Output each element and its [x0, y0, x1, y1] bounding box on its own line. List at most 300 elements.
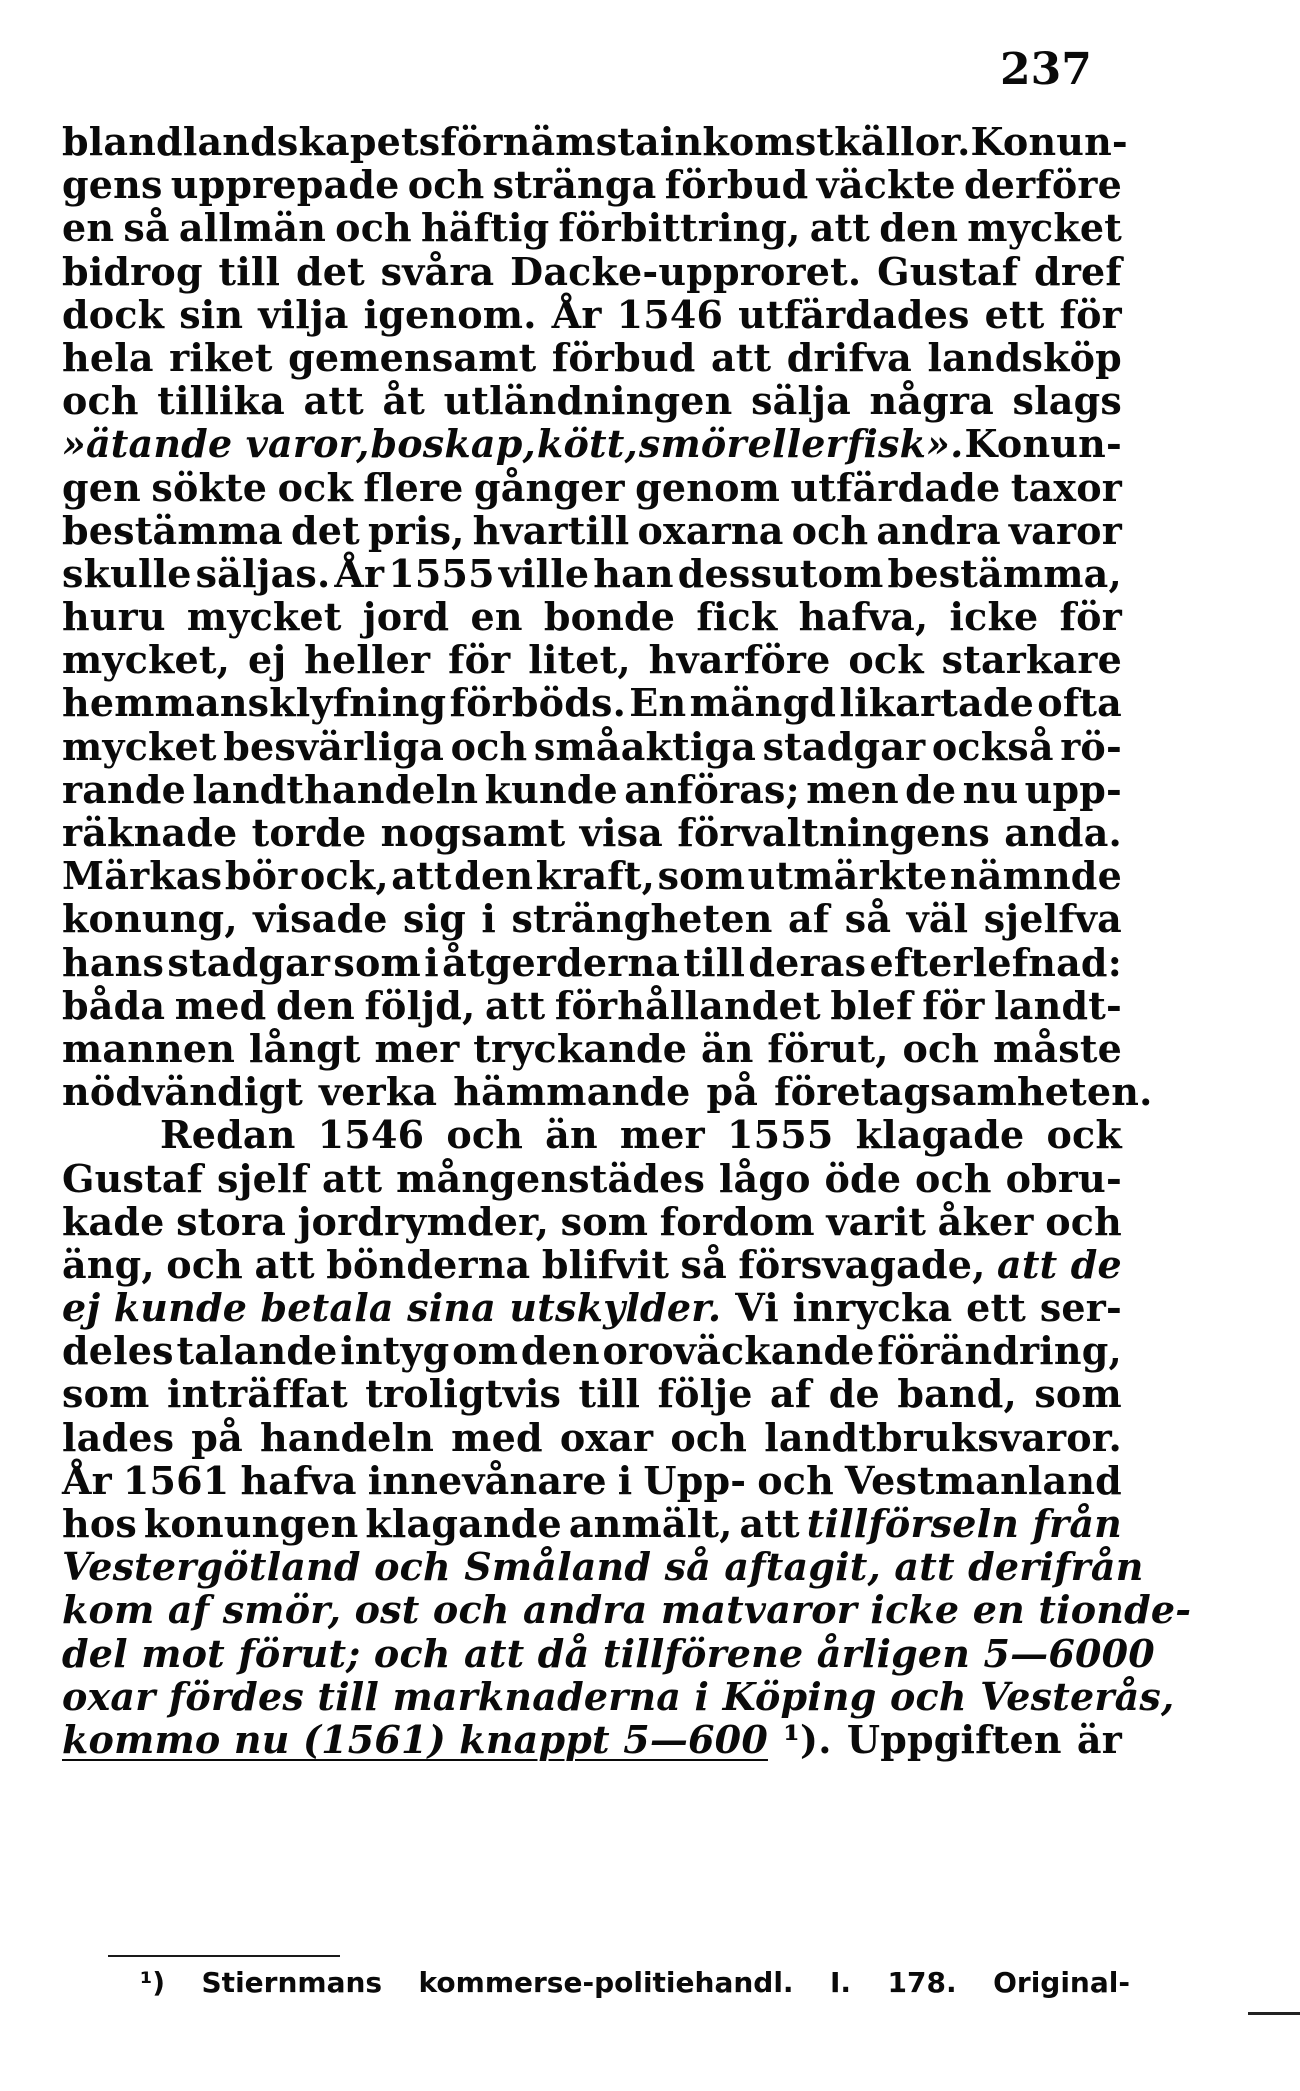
word: bestämma, — [887, 550, 1122, 596]
word: ej kunde betala sina utskylder. — [62, 1285, 722, 1331]
word: båda — [62, 982, 166, 1028]
word: som — [560, 1198, 649, 1244]
word: förbittring, — [558, 205, 801, 251]
word: så — [844, 896, 892, 942]
word: till — [578, 1371, 641, 1417]
text-line — [62, 552, 1122, 595]
word: som — [657, 853, 746, 899]
word: obru- — [1005, 1155, 1122, 1201]
word: deles — [62, 1328, 174, 1374]
word: verka — [319, 1069, 438, 1115]
word: blef — [830, 982, 913, 1028]
word: ett — [984, 291, 1045, 337]
word: dock — [62, 291, 165, 337]
word: kom af smör, ost och andra matvaror icke en tionde- — [62, 1587, 1192, 1633]
word: i — [481, 896, 497, 942]
body-text — [62, 119, 1192, 1762]
word: de — [828, 1371, 880, 1417]
word: utfärdade — [790, 464, 1001, 510]
word: att — [303, 378, 364, 424]
text-line — [62, 250, 1122, 293]
word: lades — [62, 1414, 175, 1460]
word: Uppgiften — [846, 1716, 1062, 1762]
text-line — [62, 1157, 1122, 1200]
text-line — [62, 1718, 1122, 1761]
text-line — [62, 336, 1122, 379]
word: rande — [62, 766, 187, 812]
word: kommo nu (1561) knappt 5—600 — [62, 1716, 768, 1762]
word: hvartill — [472, 507, 630, 553]
word: stora — [176, 1198, 287, 1244]
word: ock — [1046, 1112, 1122, 1158]
word: Märkas — [62, 853, 223, 899]
word: lågo — [718, 1155, 811, 1201]
word: anföras; — [624, 766, 800, 812]
word: jord — [362, 594, 450, 640]
word: på — [706, 1069, 759, 1115]
text-line — [62, 1113, 1122, 1156]
word: mer — [619, 1112, 705, 1158]
word: stränga — [492, 162, 657, 208]
word: det — [291, 507, 360, 553]
word: igenom. — [363, 291, 537, 337]
word: gen — [62, 464, 141, 510]
word: År — [62, 1457, 112, 1503]
word: gens — [62, 162, 163, 208]
word: en — [62, 205, 115, 251]
word: af — [770, 1371, 812, 1417]
word: som — [333, 939, 421, 985]
word: utländningen — [443, 378, 733, 424]
text-line — [62, 206, 1122, 249]
text-line — [62, 897, 1122, 940]
word: att — [321, 1155, 383, 1201]
word: åtgerderna — [442, 939, 681, 985]
word: konungen — [143, 1501, 359, 1546]
word: mannen — [62, 1025, 236, 1071]
word: mycket — [967, 205, 1122, 251]
word: så — [123, 205, 170, 251]
word: som — [62, 1371, 150, 1417]
word: bonde — [543, 594, 676, 640]
word: del mot förut; och att då tillförene årligen 5—6000 — [62, 1630, 1155, 1676]
word: pris, — [367, 507, 465, 553]
word: som — [1034, 1371, 1122, 1417]
word: förändring, — [877, 1328, 1122, 1374]
word: bönderna — [326, 1241, 531, 1287]
word: derföre — [963, 162, 1122, 208]
word: Dacke-upproret. — [510, 248, 862, 294]
word: Vi — [735, 1285, 779, 1331]
word: oxar — [559, 1414, 654, 1460]
word: den — [275, 982, 355, 1028]
word: År — [551, 291, 602, 337]
word: talande — [176, 1328, 338, 1374]
word: de — [905, 766, 957, 812]
word: eller — [747, 421, 846, 467]
word: oxarna — [637, 507, 784, 553]
word: En — [629, 680, 687, 726]
word: boskap, — [370, 421, 536, 467]
word: rö- — [1060, 723, 1122, 769]
word: också — [931, 723, 1054, 769]
word: förnämsta — [440, 119, 660, 164]
word: upp- — [1024, 766, 1122, 812]
text-line — [62, 293, 1122, 336]
text-line — [62, 1544, 1144, 1590]
word: än — [700, 1025, 754, 1071]
text-line — [62, 811, 1122, 854]
word: den — [454, 853, 534, 899]
text-line — [62, 768, 1122, 811]
text-line — [62, 595, 1122, 638]
word: kunde — [484, 766, 618, 812]
word: icke — [949, 594, 1039, 640]
word: visade — [253, 896, 388, 942]
word: Redan — [160, 1112, 296, 1158]
word: småaktiga — [533, 723, 757, 769]
word: drifva — [786, 334, 913, 380]
word: väl — [906, 896, 969, 942]
word: hafva — [240, 1457, 357, 1503]
footnote — [140, 1965, 1130, 2001]
word: så — [680, 1241, 727, 1287]
word: 1555 — [727, 1112, 834, 1158]
word: gånger — [473, 464, 625, 510]
word: af — [788, 896, 830, 942]
word: och — [1045, 1198, 1122, 1244]
word: dessutom — [677, 550, 884, 596]
word: hvarföre — [648, 637, 831, 683]
text-line — [62, 1502, 1122, 1545]
word: sjelf — [217, 1155, 309, 1201]
word: den — [520, 1328, 600, 1374]
word: Konun- — [970, 119, 1128, 164]
word: oxar fördes till marknaderna i Köping och Vesterås, — [62, 1673, 1175, 1719]
word: bestämma — [62, 507, 283, 553]
word: säljas. — [195, 550, 331, 596]
word: på — [191, 1414, 243, 1460]
word: att — [809, 205, 871, 251]
word: förut, — [767, 1025, 889, 1071]
word: jordrymder, — [297, 1198, 550, 1244]
word: och — [166, 1241, 244, 1287]
text-line — [62, 1416, 1122, 1459]
word: åker — [937, 1198, 1034, 1244]
word: Konun- — [964, 421, 1122, 467]
word: Vestergötland och Småland så aftagit, att derifrån — [62, 1544, 1144, 1590]
word: men — [806, 766, 899, 812]
footnote-word: 178. — [887, 1966, 957, 1999]
word: ett — [966, 1285, 1027, 1331]
word: nämnde — [949, 853, 1122, 899]
word: att — [254, 1241, 315, 1287]
word: innevånare — [367, 1457, 607, 1503]
word: stadgar — [167, 939, 331, 985]
word: hos — [62, 1501, 137, 1546]
footnote-word: Original- — [993, 1966, 1130, 1999]
word: i — [424, 939, 439, 985]
word: Gustaf — [62, 1155, 204, 1201]
text-line — [62, 1673, 1175, 1719]
word: utfärdades — [738, 291, 970, 337]
word: hafva, — [798, 594, 929, 640]
word: Vestmanland — [844, 1457, 1122, 1503]
word: landsköp — [927, 334, 1122, 380]
word: blifvit — [541, 1241, 670, 1287]
word: starkare — [941, 637, 1122, 683]
word: kött, — [536, 421, 638, 467]
word: tryckande — [473, 1025, 688, 1071]
word: Gustaf — [877, 248, 1019, 294]
word: och — [446, 1112, 524, 1158]
word: landthandeln — [192, 766, 479, 812]
word: ock — [848, 637, 924, 683]
text-line — [62, 379, 1122, 422]
word: att — [739, 1501, 800, 1546]
footnote-word: I. — [830, 1966, 852, 1999]
word: upprepade — [170, 162, 400, 208]
word: svåra — [380, 248, 495, 294]
word: och — [915, 1155, 992, 1201]
word: och — [902, 1025, 980, 1071]
word: öde — [824, 1155, 902, 1201]
word: är — [1076, 1716, 1122, 1762]
word: tillförseln från — [806, 1501, 1122, 1546]
word: till — [218, 248, 281, 294]
word: landtbruksvaror. — [764, 1414, 1122, 1460]
word: klagade — [855, 1112, 1025, 1158]
word: fordom — [659, 1198, 815, 1244]
word: utmärkte — [747, 853, 948, 899]
word: att — [485, 982, 546, 1028]
word: 1561 — [122, 1457, 230, 1503]
word: för — [1059, 291, 1122, 337]
word: en — [470, 594, 523, 640]
word: ej — [247, 637, 287, 683]
word: kraft, — [535, 853, 656, 899]
word: hans — [62, 939, 165, 985]
word: taxor — [1010, 464, 1122, 510]
word: varit — [826, 1198, 927, 1244]
word: för — [448, 637, 511, 683]
text-line — [62, 1329, 1122, 1372]
footnote-word: Stiernmans — [201, 1966, 383, 1999]
word: följd, — [364, 982, 476, 1028]
text-line — [62, 1459, 1122, 1502]
word: i — [617, 1457, 633, 1503]
word: nu — [962, 766, 1019, 812]
text-line — [62, 681, 1122, 724]
word: förvaltningens — [677, 810, 990, 855]
word: skulle — [62, 550, 192, 596]
word: för — [1059, 594, 1122, 640]
word: och — [791, 507, 869, 553]
word: torde — [251, 810, 367, 855]
word: vilja — [258, 291, 349, 337]
word: genom — [635, 464, 781, 510]
word: att — [391, 853, 452, 899]
text-line — [62, 1069, 1153, 1115]
word: än — [545, 1112, 598, 1158]
word: deras — [748, 939, 867, 985]
word: nödvändigt — [62, 1069, 304, 1115]
text-line — [62, 854, 1122, 897]
word: tillika — [157, 378, 285, 424]
footnote-rule — [108, 1955, 340, 1957]
word: 1546 — [616, 291, 724, 337]
footnote-word: ¹) — [140, 1966, 166, 1999]
word: företagsamheten. — [774, 1069, 1153, 1115]
word: 1555 — [388, 550, 495, 596]
word: åt — [382, 378, 426, 424]
word: några — [869, 378, 994, 424]
text-line — [62, 1587, 1192, 1633]
word: häftig — [421, 205, 550, 251]
word: ser- — [1039, 1285, 1122, 1331]
word: 1546 — [317, 1112, 425, 1158]
word: till — [683, 939, 746, 985]
word: dref — [1034, 248, 1122, 294]
word: efterlefnad: — [869, 939, 1122, 985]
word: och — [757, 1457, 834, 1503]
word: mycket, — [62, 637, 231, 683]
word: sig — [403, 896, 467, 942]
word: inträffat — [166, 1371, 348, 1417]
word: mycket — [62, 723, 217, 769]
word: bidrog — [62, 248, 203, 294]
word: med — [174, 982, 267, 1028]
word: och — [450, 723, 528, 769]
word: mer — [374, 1025, 460, 1071]
word: ock, — [299, 853, 389, 899]
text-line — [62, 422, 1122, 465]
page-number: 237 — [1000, 44, 1092, 95]
word: ¹). — [783, 1716, 832, 1762]
word: måste — [993, 1025, 1122, 1071]
word: mängd — [689, 680, 837, 726]
word: långt — [248, 1025, 361, 1071]
word: att — [710, 334, 772, 380]
text-line — [62, 1630, 1155, 1676]
word: hämmande — [453, 1069, 691, 1115]
word: försvagade, — [738, 1241, 986, 1287]
word: ofta — [1037, 680, 1122, 726]
word: förhållandet — [554, 982, 821, 1028]
word: den — [879, 205, 959, 251]
word: slags — [1012, 378, 1122, 424]
word: gemensamt — [288, 334, 537, 380]
word: hela — [62, 334, 154, 380]
word: allmän — [178, 205, 327, 251]
word: ock — [277, 464, 353, 510]
word: sjelfva — [983, 896, 1122, 942]
word: troligtvis — [365, 1371, 562, 1417]
word: smör — [638, 421, 747, 467]
text-line — [62, 509, 1122, 552]
text-line — [62, 119, 1128, 164]
word: nogsamt — [380, 810, 566, 855]
word: att de — [997, 1241, 1122, 1287]
text-line — [62, 1243, 1122, 1286]
text-line — [62, 1372, 1122, 1415]
word: intyg — [340, 1328, 450, 1374]
word: kade — [62, 1198, 165, 1244]
word: riket — [169, 334, 273, 380]
word: likartade — [839, 680, 1035, 726]
word: konung, — [62, 896, 238, 942]
text-line — [62, 163, 1122, 206]
word: »ätande varor, — [62, 421, 370, 467]
word: mycket — [186, 594, 342, 640]
word: andra — [876, 507, 1001, 553]
word: klagande — [365, 1501, 562, 1546]
text-line — [62, 984, 1122, 1027]
word: fick — [696, 594, 778, 640]
word: fisk». — [846, 421, 964, 467]
word: anmält, — [568, 1501, 733, 1546]
word: bland — [62, 119, 183, 164]
word: bör — [224, 853, 298, 899]
word: väckte — [816, 162, 956, 208]
word: för — [922, 982, 985, 1028]
footnote-word: kommerse-politiehandl. — [418, 1966, 794, 1999]
word: strängheten — [511, 896, 773, 942]
word: mångenstädes — [396, 1155, 706, 1201]
word: heller — [304, 637, 431, 683]
word: inrycka — [792, 1285, 953, 1331]
word: förböds. — [449, 680, 627, 726]
word: varor — [1008, 507, 1122, 553]
word: och — [670, 1414, 748, 1460]
word: hemmansklyfning — [62, 680, 447, 726]
word: huru — [62, 594, 166, 640]
word: litet, — [528, 637, 631, 683]
word: inkomstkällor. — [659, 119, 971, 164]
word: och — [62, 378, 139, 424]
word: band, — [897, 1371, 1017, 1417]
word: sökte — [151, 464, 268, 510]
word: följe — [657, 1371, 753, 1417]
word: handeln — [259, 1414, 435, 1460]
word: och — [335, 205, 412, 251]
word: anda. — [1004, 810, 1122, 855]
word: äng, — [62, 1241, 155, 1287]
word: År — [334, 550, 385, 596]
word: landskapets — [182, 119, 441, 164]
text-line — [62, 638, 1122, 681]
word: oroväckande — [602, 1328, 875, 1374]
word: landt- — [994, 982, 1122, 1028]
word: Upp- — [643, 1457, 747, 1503]
word: besvärliga — [223, 723, 445, 769]
text-line — [62, 1027, 1122, 1070]
word: flere — [363, 464, 464, 510]
edge-mark — [1248, 2012, 1300, 2015]
word: han — [593, 550, 674, 596]
text-line — [62, 1200, 1122, 1243]
word: visa — [579, 810, 664, 855]
text-line — [62, 466, 1122, 509]
word: stadgar — [762, 723, 926, 769]
word: om — [452, 1328, 519, 1374]
word: och — [407, 162, 485, 208]
word: med — [451, 1414, 543, 1460]
word: sin — [179, 291, 244, 337]
word: det — [295, 248, 365, 294]
text-line — [62, 941, 1122, 984]
text-line — [62, 725, 1122, 768]
